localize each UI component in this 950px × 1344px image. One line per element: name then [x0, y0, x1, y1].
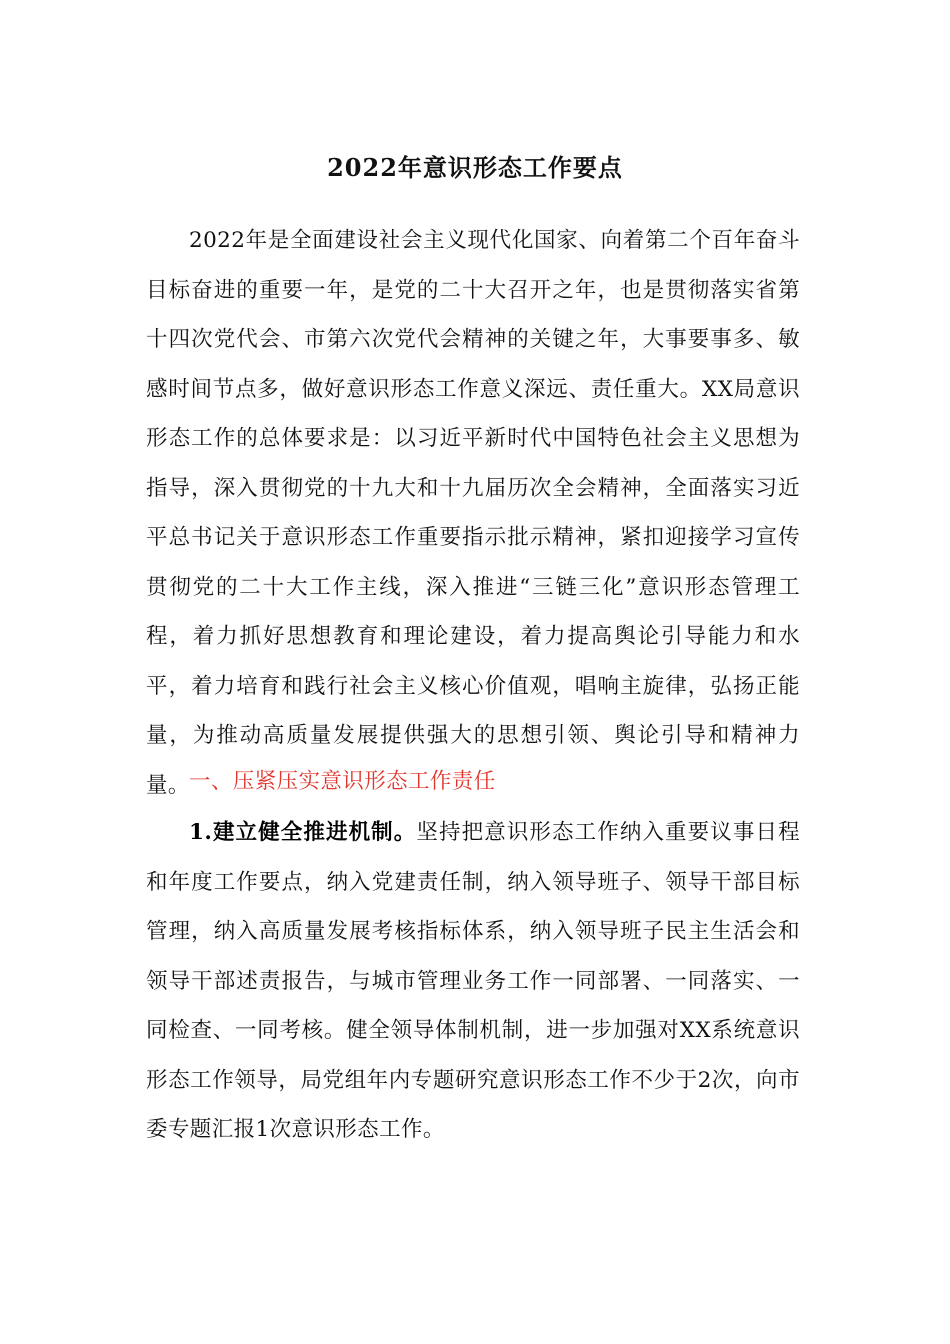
- item-1-lead: 1.建立健全推进机制。: [189, 820, 417, 845]
- document-title: 2022年意识形态工作要点: [327, 153, 623, 182]
- intro-paragraph: 2022年是全面建设社会主义现代化国家、向着第二个百年奋斗目标奋进的重要一年，是党的二十大召开之年，也是贯彻落实省第十四次党代会、市第六次党代会精神的关键之年，大事要事多、敏感时间节点多，做好意识形态工作意义深远、责任重大。XX局意识形态工作的总体要求是：以习近平新时代中国特色社会主义思想为指导，深入贯彻党的十九大和十九届历次全会精神，全面落实习近平总书记关于意识形态工作重要指示批示精神，紧扣迎接学习宣传贯彻党的二十大工作主线，深入推进“三链三化”意识形态管理工程，着力抓好思想教育和理论建设，着力提高舆论引导能力和水平，着力培育和践行社会主义核心价值观，唱响主旋律，弘扬正能量，为推动高质量发展提供强大的思想引领、舆论引导和精神力量。: [146, 228, 800, 798]
- section-heading-1: 一、压紧压实意识形态工作责任: [189, 769, 496, 794]
- item-1-body: 坚持把意识形态工作纳入重要议事日程和年度工作要点，纳入党建责任制，纳入领导班子、领导干部目标管理，纳入高质量发展考核指标体系，纳入领导班子民主生活会和领导干部述责报告，与城市管理业务工作一同部署、一同落实、一同检查、一同考核。健全领导体制机制，进一步加强对XX系统意识形态工作领导，局党组年内专题研究意识形态工作不少于2次，向市委专题汇报1次意识形态工作。: [146, 820, 800, 1142]
- section-1-item-1-paragraph: [146, 808, 800, 1155]
